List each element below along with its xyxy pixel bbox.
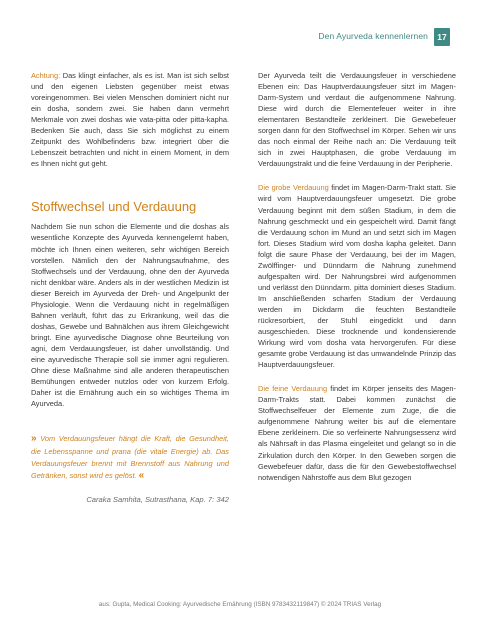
intro-label: Achtung:	[31, 71, 61, 80]
intro-paragraph	[31, 70, 229, 169]
page-number-badge: 17	[434, 28, 450, 46]
page-header	[0, 0, 480, 54]
digestion-intro-paragraph: Der Ayurveda teilt die Verdauungsfeuer in verschiedene Ebenen ein: Das Hauptverdauungsfeuer sitzt im Magen-Darm-System und verdaut die aufgenommene Nahrung. Diese wird durch die Elementefeuer weiter in ihre elementaren Bestandteile zerkleinert. Die Gewebefeuer sorgen dann für den Stoffwechsel im Körper. Sehen wir uns das noch einmal der Reihe nach an: Die Verdauung teilt sich in zwei Hauptphasen, die grobe Verdauung im Verdauungstrakt und die feine Verdauung in der Peripherie.	[258, 71, 456, 169]
section-heading: Stoffwechsel und Verdauung	[31, 199, 197, 215]
quote-text: Vom Verdauungsfeuer hängt die Kraft, die Gesundheit, die Lebensspanne und prana (die vitale Energie) ab. Das Verdauungsfeuer brennt mit Brennstoff aus Nahrung und Getränken, sonst wird es gelöst.	[31, 434, 229, 481]
coarse-digestion-paragraph	[258, 182, 456, 370]
quote-source: Caraka Samhita, Sutrasthana, Kap. 7: 342	[86, 494, 229, 504]
quote-close-mark: «	[138, 470, 145, 482]
left-column	[31, 70, 229, 505]
pull-quote	[31, 433, 229, 483]
fine-digestion-label: Die feine Verdauung	[258, 384, 328, 394]
page-footer: aus: Gupta, Medical Cooking: Ayurvedische Ernährung (ISBN 9783432119847) © 2024 TRIAS Verlag	[98, 601, 382, 608]
fine-digestion-paragraph	[258, 383, 456, 482]
coarse-digestion-text: findet im Magen-Darm-Trakt statt. Sie wird vom Hauptverdauungsfeuer umgesetzt. Die grobe Verdauung beginnt mit dem süßen Stadium, in dem die Nahrung geschmeckt und ein gespeichelt wird. Damit fängt die Verdauung schon im Mund an und setzt sich im Magen fort. Dieses Stadium wird vom dosha kapha geleitet. Dann folgt die saure Phase der Verdauung, bei der im Magen, Zwölffinger- und Dünndarm die Nahrung zunehmend aufgespalten wird. Der Nahrungsbrei wird aufgenommen und verlässt den Dünndarm. pitta dominiert dieses Stadium. Im anschließenden scharfen Stadium der Verdauung werden im Dickdarm die feuchten Bestandteile rückresorbiert, der Stuhl eingedickt und dann ausgeschieden. Diese trocknende und kondensierende Wirkung wird vom dosha vata hervorgerufen. Für diese gesamte grobe Verdauung ist das umwandelnde Prinzip das Hauptverdauungsfeuer.	[258, 183, 456, 370]
section-paragraph: Nachdem Sie nun schon die Elemente und die doshas als wesentliche Konzepte des Ayurveda kennengelernt haben, möchte ich Ihnen einen weiteren, sehr wichtigen Bereich vorstellen. Nämlich den der Nahrungsaufnahme, des Stoffwechsels und der Verdauung, ohne den der Ayurveda nicht denkbar wäre. Anders als in der westlichen Medizin ist dieser Bereich im Ayurveda der Dreh- und Angelpunkt der Physiologie. Wenn die Verdauung nicht in regelmäßigen Bahnen verläuft, führt das zu Erkrankung, weil das die doshas, Gewebe und Bahnälchen aus ihrem Gleichgewicht bringt. Eine ayurvedische Diagnose ohne Beurteilung von agni, dem Verdauungsfeuer, ist daher unvollständig. Und eine ayurvedische Therapie soll sie immer agni regulieren. Ohne diese Maßnahme sind alle anderen therapeutischen Bemühungen entweder nutzlos oder von kurzem Erfolg. Daher ist die Ernährung auch ein so wichtiges Thema im Ayurveda.	[31, 222, 229, 409]
coarse-digestion-label: Die grobe Verdauung	[258, 183, 329, 193]
intro-text: Das klingt einfacher, als es ist. Man ist sich selbst und den eigenen Liebsten gegenüber meist etwas voreingenommen. Bei vielen Menschen dominiert nicht nur ein dosha, sondern zwei. Sie haben dann vermehrt Merkmale von zwei doshas wie vata-pitta oder pitta-kapha. Bedenken Sie auch, dass Sie sich möglichst zu einem Zeitpunkt des Wohlbefindens bzw. integriert über die Lebenszeit betrachten und nicht in einem Moment, in dem es Ihnen nicht gut geht.	[31, 71, 229, 169]
quote-open-mark: »	[31, 433, 37, 445]
right-column	[258, 70, 456, 483]
fine-digestion-text: findet im Körper jenseits des Magen-Darm-Trakts statt. Dabei kommen zunächst die Stoffwechselfeuer der Elemente zum Zuge, die die aufgenommene Nahrung weiter bis auf die elementare Ebene zerkleinern. Die so verfeinerte Nahrungsessenz wird als Nährsaft in das Plasma eingeleitet und gelangt so in die Zirkulation durch den Körper. In den Geweben sorgen die Gewebefeuer dafür, dass die für den Gewebestoffwechsel notwendigen Nährstoffe aus dem Blut gezogen	[258, 384, 456, 482]
running-header-title: Den Ayurveda kennenlernen	[318, 31, 428, 41]
